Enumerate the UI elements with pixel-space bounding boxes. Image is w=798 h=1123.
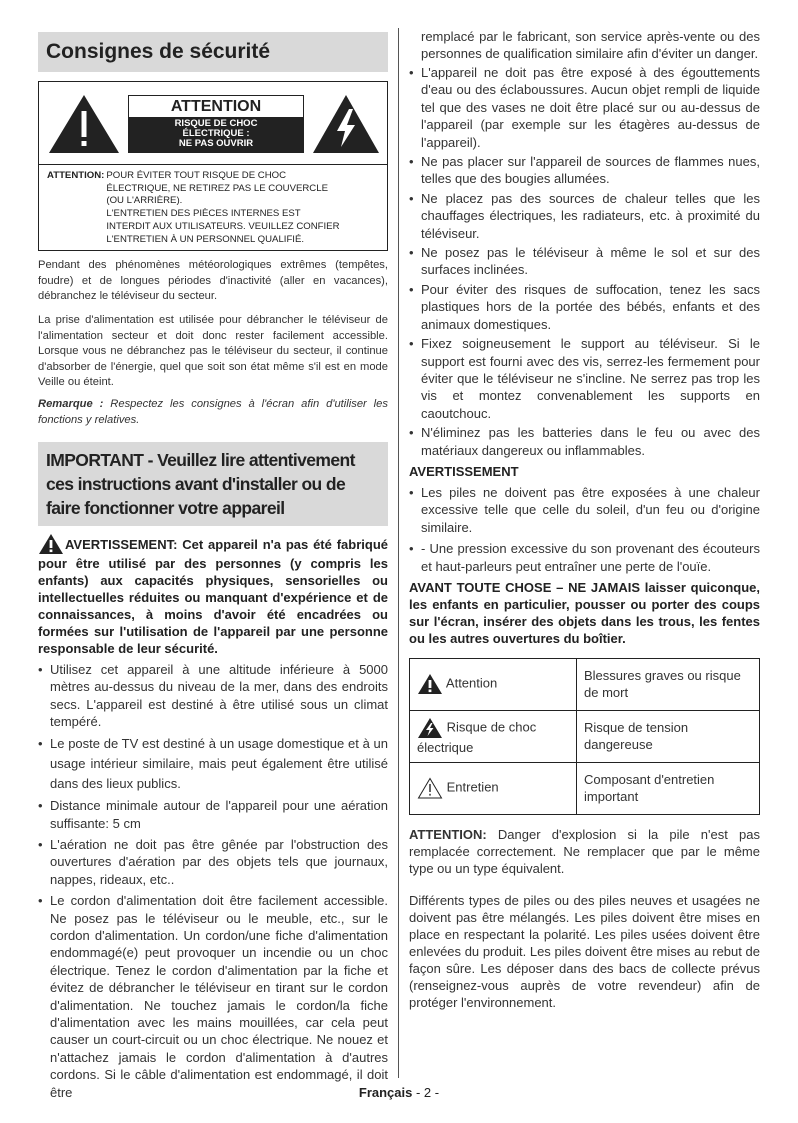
electric-warning-box: [38, 81, 388, 251]
exclamation-triangle-icon: [47, 93, 121, 155]
warning-text: [39, 165, 387, 250]
battery-attention-paragraph: [409, 826, 760, 877]
attention-text: Danger d'explosion si la pile n'est pas remplacée correctement. Ne remplacer que par le même type ou un type équivalent.: [409, 826, 760, 876]
list-item: • L'appareil ne doit pas être exposé à des égouttements d'eau ou des éclaboussures. Aucun objet rempli de liquide tel que des vases ne doit être placé sur ou au-dessus de l'appareil (par exemple sur les étagères au-dessus de l'appareil).: [409, 64, 760, 151]
symbol-table: [409, 658, 760, 815]
avertissement-paragraph: [38, 536, 388, 657]
page-title: Consignes de sécurité: [38, 32, 388, 72]
page-number: - 2 -: [412, 1085, 440, 1100]
shock-risk-banner: [129, 117, 303, 152]
list-item: • N'éliminez pas les batteries dans le feu ou avec des matériaux dangereux ou inflammables.: [409, 424, 760, 459]
warning-icon: [38, 533, 64, 555]
battery-disposal-paragraph: Différents types de piles ou des piles neuves et usagées ne doivent pas être mélangés. Les piles doivent être mises en place en respectant la polarité. Les piles usées doivent être enlevées du produit. Les piles doivent être mises au rebut de façon sûre. Les déposer dans des bacs de collecte prévus (renseignez-vous auprès de votre revendeur) afin de protéger l'environnement.: [409, 892, 760, 1010]
symbol-label: Attention: [445, 675, 498, 691]
symbol-cell: [410, 658, 577, 710]
left-bullet-list: [38, 661, 388, 1101]
list-item: • Ne posez pas le téléviseur à même le sol et sur des surfaces inclinées.: [409, 244, 760, 279]
warning-line: L'ENTRETIEN À UN PERSONNEL QUALIFIÉ.: [106, 233, 305, 245]
warning-line: L'ENTRETIEN DES PIÈCES INTERNES EST: [106, 208, 301, 220]
warning-line: (OU L'ARRIÈRE).: [106, 195, 183, 207]
remark-label: Remarque :: [38, 397, 104, 410]
meaning-cell: Blessures graves ou risque de mort: [577, 658, 760, 710]
remark-paragraph: [38, 397, 388, 428]
continuation-text: remplacé par le fabricant, son service après-vente ou des personnes de qualification similaire afin d'éviter un danger.: [421, 29, 760, 61]
table-row: [410, 762, 760, 814]
plug-paragraph: La prise d'alimentation est utilisée pour débrancher le téléviseur de l'alimentation secteur et doit donc rester facilement accessible. Lorsque vous ne débranchez pas le téléviseur du secteur, il continue d'absorber de l'énergie, quel que soit son état même s'il est en mode Veille ou éteint.: [38, 314, 388, 389]
battery-bullet-list: [409, 484, 760, 575]
column-divider: [398, 28, 399, 1078]
avertissement-heading: AVERTISSEMENT: [409, 463, 519, 479]
avant-toute-chose-paragraph: AVANT TOUTE CHOSE – NE JAMAIS laisser quiconque, les enfants en particulier, pousser ou porter des coups sur l'écran, insérer des objets dans les trous, les fentes ou les autres ouvertures du boîtier.: [409, 579, 760, 646]
service-warning-icon: [417, 777, 443, 799]
table-row: [410, 658, 760, 710]
footer-language: Français: [358, 1085, 413, 1100]
list-item: • Distance minimale autour de l'appareil pour une aération suffisante: 5 cm: [38, 797, 388, 832]
attention-panel: [128, 95, 304, 153]
warning-line: ÉLECTRIQUE, NE RETIREZ PAS LE COUVERCLE: [106, 182, 328, 194]
list-item: • Le poste de TV est destiné à un usage domestique et à un usage intérieur similaire, mais peut également être utilisé dans des lieux publics.: [38, 734, 388, 793]
table-row: [410, 710, 760, 762]
symbol-label: Entretien: [446, 779, 499, 795]
page-footer: [0, 1085, 798, 1100]
list-item: • Ne pas placer sur l'appareil de sources de flammes nues, telles que des bougies allumées.: [409, 153, 760, 188]
warning-lines: [106, 170, 339, 246]
symbol-cell: [410, 762, 577, 814]
attention-label: ATTENTION:: [409, 826, 487, 842]
banner-line-2: ÉLECTRIQUE :: [182, 128, 250, 139]
list-item: • - Une pression excessive du son provenant des écouteurs et haut-parleurs peut entraîner une perte de l'ouïe.: [409, 540, 760, 575]
symbol-cell: [410, 710, 577, 762]
symbol-label: Risque de choc électrique: [417, 719, 537, 755]
remark-text: Respectez les consignes à l'écran afin d'utiliser les fonctions y relatives.: [38, 397, 388, 426]
list-item: • L'aération ne doit pas être gênée par l'obstruction des ouvertures d'aération par des objets tels que journaux, nappes, rideaux, etc..: [38, 836, 388, 888]
warning-line: INTERDIT AUX UTILISATEURS. VEUILLEZ CONFIER: [106, 220, 340, 232]
list-item: • Fixez soigneusement le support au téléviseur. Si le support est fourni avec des vis, serrez-les fermement pour éviter que le téléviseur ne s'incline. Ne serrez pas trop les vis et montez convenablement les supports en caoutchouc.: [409, 335, 760, 422]
important-heading: IMPORTANT - Veuillez lire attentivement ces instructions avant d'installer ou de faire fonctionner votre appareil: [38, 442, 388, 526]
right-bullet-list: [409, 64, 760, 459]
right-column: [409, 28, 760, 1011]
list-item: • Pour éviter des risques de suffocation, tenez les sacs plastiques hors de la portée des bébés, enfants et des animaux domestiques.: [409, 281, 760, 333]
meaning-cell: Risque de tension dangereuse: [577, 710, 760, 762]
weather-paragraph: Pendant des phénomènes météorologiques extrêmes (tempêtes, foudre) et de longues périodes d'inactivité (aller en vacances), débranchez le téléviseur du secteur.: [38, 259, 388, 303]
warning-symbols-row: [39, 82, 387, 165]
warning-line: POUR ÉVITER TOUT RISQUE DE CHOC: [106, 170, 287, 181]
meaning-cell: Composant d'entretien important: [577, 762, 760, 814]
warning-icon: [417, 673, 443, 695]
avertissement-text: AVERTISSEMENT: Cet appareil n'a pas été fabriqué pour être utilisé par des personnes (y compris les enfants) aux capacités physiques, sensorielles ou intellectuelles réduites ou manquant d'expérience et de connaissances, à moins d'avoir été encadrées ou formées sur l'utilisation de l'appareil par une personne responsable de leur sécurité.: [38, 537, 388, 656]
electric-shock-icon: [417, 717, 443, 739]
list-item: • Utilisez cet appareil à une altitude inférieure à 5000 mètres au-dessus du niveau de la mer, dans des endroits secs. L'appareil est destiné à être utilisé sous un climat tempéré.: [38, 661, 388, 731]
warning-label: ATTENTION:: [47, 170, 105, 181]
attention-heading: ATTENTION: [170, 98, 262, 115]
list-item: • Le cordon d'alimentation doit être facilement accessible. Ne posez pas le téléviseur ou le meuble, etc., sur le cordon d'alimentation. Un cordon/une fiche d'alimentation endommagé(e) peut provoquer un incendie ou un choc électrique. Tenez le cordon d'alimentation par la fiche et évitez de débrancher le téléviseur en tirant sur le cordon d'alimentation. Ne touchez jamais le cordon/la fiche d'alimentation avec les mains mouillées, car cela peut causer un court-circuit ou un choc électrique. Ne nouez et n'attachez jamais le cordon d'alimentation à d'autres cordons. Si le câble d'alimentation est endommagé, il doit être: [38, 892, 388, 1101]
lightning-triangle-icon: [311, 93, 381, 155]
list-item: • Les piles ne doivent pas être exposées à une chaleur excessive telle que celle du soleil, d'un feu ou d'origine similaire.: [409, 484, 760, 536]
banner-line-3: NE PAS OUVRIR: [178, 138, 254, 149]
list-item: • Ne placez pas des sources de chaleur telles que les chauffages électriques, les radiateurs, etc. à proximité du téléviseur.: [409, 190, 760, 242]
left-column: [38, 28, 388, 1101]
banner-line-1: RISQUE DE CHOC: [174, 118, 258, 129]
